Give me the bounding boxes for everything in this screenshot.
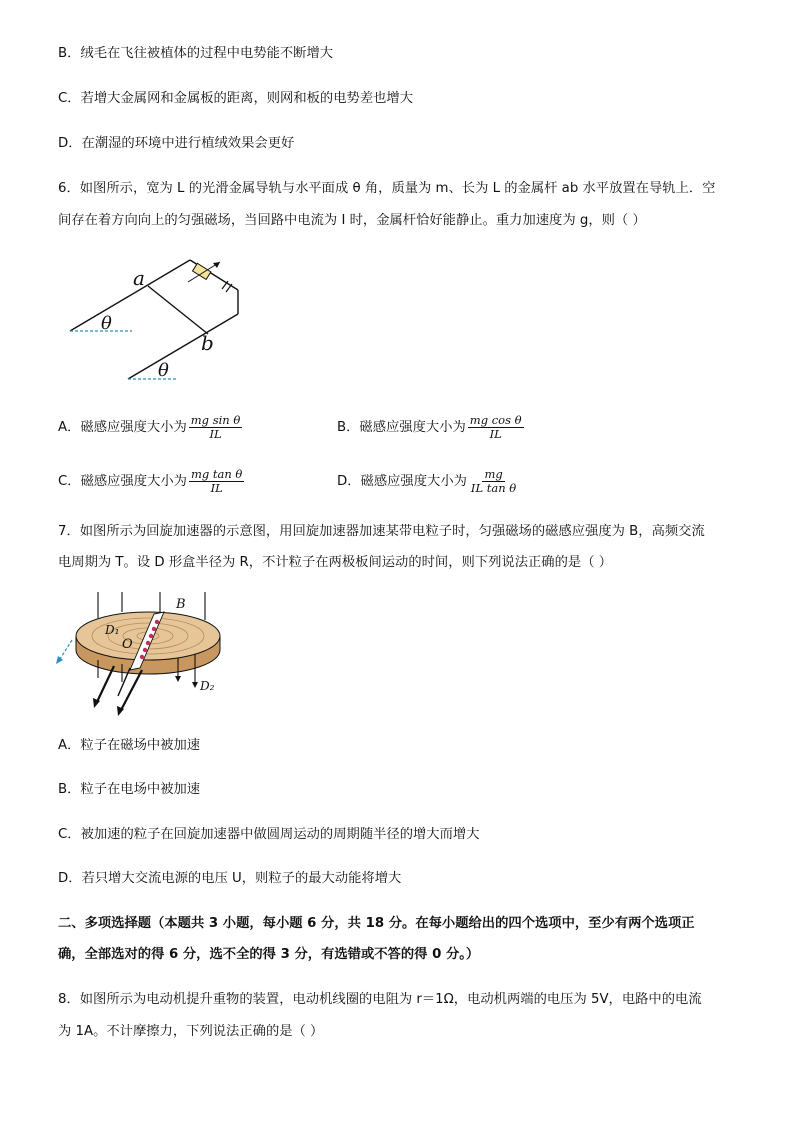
q6-rail-figure (60, 250, 260, 385)
q7-label-B: B (176, 597, 186, 612)
q7-option-a: A．粒子在磁场中被加速 (58, 738, 201, 753)
section2-heading-line2: 确，全部选对的得 6 分，选不全的得 3 分，有选错或不答的得 0 分。） (58, 947, 480, 962)
q7-stem-line2: 电周期为 T。设 D 形盒半径为 R，不计粒子在两极板间运动的时间，则下列说法正确的是（ ） (58, 555, 613, 570)
q7-label-D2: D₂ (200, 679, 215, 693)
q6-theta-1: θ (101, 313, 112, 334)
q6-label-b: b (201, 331, 214, 355)
q7-cyclotron-figure (50, 588, 250, 716)
q7-option-b: B．粒子在电场中被加速 (58, 782, 201, 797)
prev-option-c: C．若增大金属网和金属板的距离，则网和板的电势差也增大 (58, 91, 414, 106)
q7-label-O: O (122, 637, 133, 652)
q6-option-b: B．磁感应强度大小为 $\frac{\text{mg cos θ}}{IL}$ (337, 413, 522, 441)
q6-stem-line2: 间存在着方向向上的匀强磁场，当回路中电流为 I 时，金属杆恰好能静止。重力加速度为 g，则（ ） (58, 213, 646, 228)
section2-heading-line1: 二、多项选择题（本题共 3 小题，每小题 6 分，共 18 分。在每小题给出的四个选项中，至少有两个选项正 (58, 916, 695, 931)
q6-theta-2: θ (158, 360, 169, 381)
q7-option-d: D．若只增大交流电源的电压 U，则粒子的最大动能将增大 (58, 871, 402, 886)
q6-option-a: A．磁感应强度大小为 $\frac{\text{mg sin θ}}{IL}$ (58, 413, 241, 441)
prev-option-d: D．在潮湿的环境中进行植绒效果会更好 (58, 136, 295, 151)
q6-label-a: a (133, 266, 145, 290)
prev-option-b: B．绒毛在飞往被植体的过程中电势能不断增大 (58, 46, 334, 61)
q6-option-c: C．磁感应强度大小为 $\frac{\text{mg tan θ}}{IL}$ (58, 467, 243, 495)
q6-stem-line1: 6．如图所示，宽为 L 的光滑金属导轨与水平面成 θ 角，质量为 m、长为 L 的金属杆 ab 水平放置在导轨上．空 (58, 181, 716, 196)
q7-option-c: C．被加速的粒子在回旋加速器中做圆周运动的周期随半径的增大而增大 (58, 827, 480, 842)
q6-option-d: D．磁感应强度大小为 $\frac{mg}{\text{IL tan θ}}$ (337, 467, 517, 495)
q8-stem-line1: 8．如图所示为电动机提升重物的装置，电动机线圈的电阻为 r＝1Ω，电动机两端的电压为 5V，电路中的电流 (58, 992, 702, 1007)
q8-stem-line2: 为 1A。不计摩擦力，下列说法正确的是（ ） (58, 1024, 324, 1039)
q7-label-D1: D₁ (105, 623, 120, 637)
q7-stem-line1: 7．如图所示为回旋加速器的示意图，用回旋加速器加速某带电粒子时，匀强磁场的磁感应强度为 B，高频交流 (58, 524, 705, 539)
